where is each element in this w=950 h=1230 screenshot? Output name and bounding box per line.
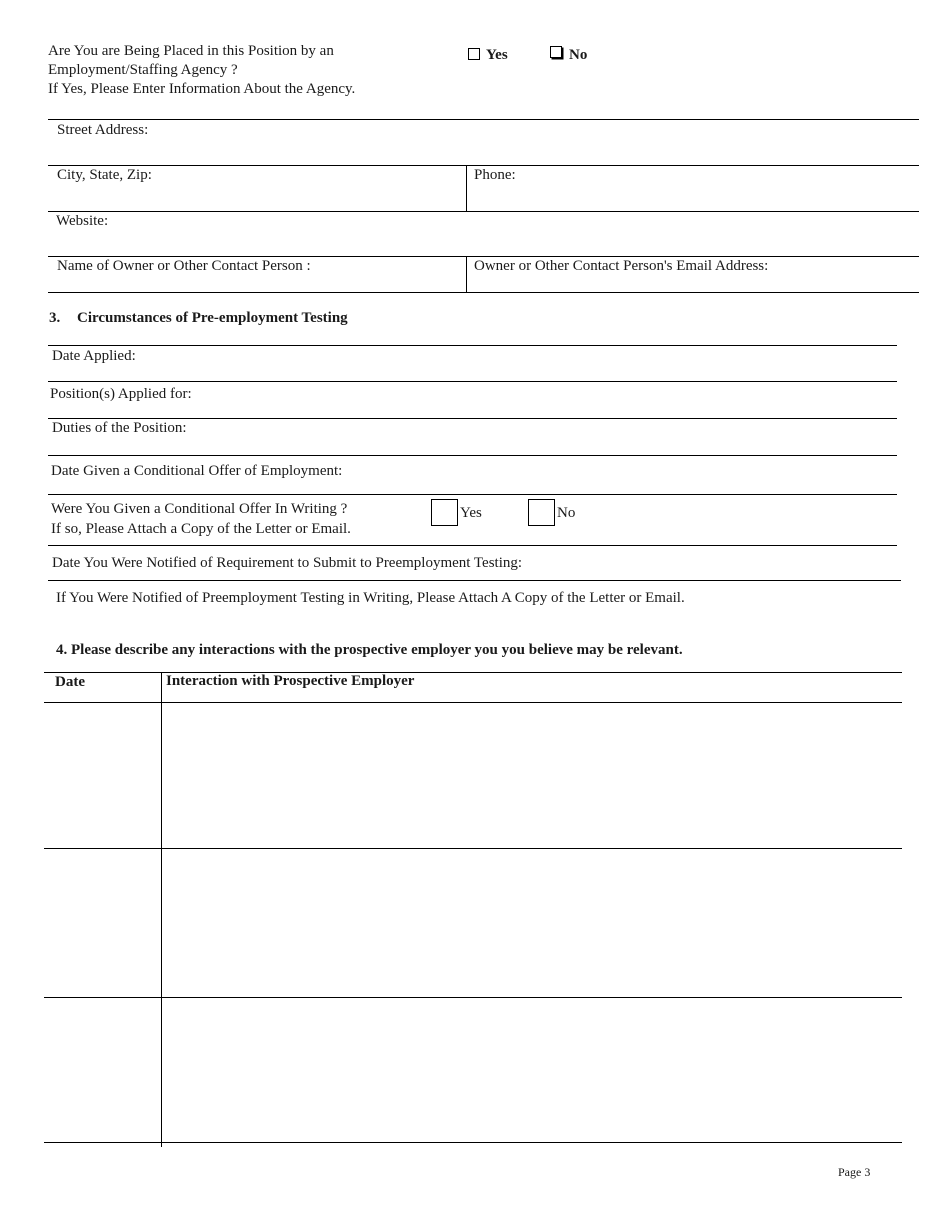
agency-question-line1: Are You are Being Placed in this Position by an xyxy=(48,43,334,59)
page-number: Page 3 xyxy=(838,1165,871,1179)
duties-label: Duties of the Position: xyxy=(52,420,187,436)
positions-label: Position(s) Applied for: xyxy=(50,386,192,402)
section3-number: 3. xyxy=(49,310,61,326)
offer-date-field[interactable] xyxy=(48,457,897,494)
contact-name-label: Name of Owner or Other Contact Person : xyxy=(57,258,311,274)
city-state-zip-label: City, State, Zip: xyxy=(57,167,152,183)
agency-yes-checkbox[interactable] xyxy=(468,48,480,60)
agency-no-checkbox[interactable] xyxy=(550,46,562,58)
table-row3-date-cell[interactable] xyxy=(44,998,160,1142)
positions-field[interactable] xyxy=(48,383,897,418)
offer-yes-label: Yes xyxy=(460,505,482,521)
contact-email-field[interactable] xyxy=(467,257,919,292)
contact-name-field[interactable] xyxy=(48,257,466,292)
duties-field[interactable] xyxy=(48,419,897,455)
agency-question-line2: Employment/Staffing Agency ? xyxy=(48,62,238,78)
offer-yes-checkbox[interactable] xyxy=(431,499,458,526)
date-applied-label: Date Applied: xyxy=(52,348,136,364)
table-header-date: Date xyxy=(55,674,85,690)
table-row3-interaction-cell[interactable] xyxy=(163,998,902,1142)
offer-writing-line1: Were You Given a Conditional Offer In Writing ? xyxy=(51,501,348,517)
notified-date-field[interactable] xyxy=(48,547,901,580)
table-row2-date-cell[interactable] xyxy=(44,849,160,997)
phone-field[interactable] xyxy=(467,166,919,210)
table-header-interaction: Interaction with Prospective Employer xyxy=(166,673,415,689)
contact-email-label: Owner or Other Contact Person's Email Address: xyxy=(474,258,769,274)
section3-title: Circumstances of Pre-employment Testing xyxy=(77,310,348,326)
agency-no-label: No xyxy=(569,47,588,63)
offer-date-label: Date Given a Conditional Offer of Employment: xyxy=(51,463,343,479)
offer-writing-line2: If so, Please Attach a Copy of the Letter or Email. xyxy=(51,521,351,537)
section4-title: 4. Please describe any interactions with the prospective employer you you believe may be relevant. xyxy=(56,642,683,658)
agency-yes-label: Yes xyxy=(486,47,508,63)
website-label: Website: xyxy=(56,213,109,229)
phone-label: Phone: xyxy=(474,167,516,183)
notified-writing-note: If You Were Notified of Preemployment Testing in Writing, Please Attach A Copy of the Letter or Email. xyxy=(56,590,685,606)
city-state-zip-field[interactable] xyxy=(48,166,466,210)
street-address-label: Street Address: xyxy=(57,122,149,138)
website-field[interactable] xyxy=(48,212,919,256)
street-address-field[interactable] xyxy=(48,121,919,165)
date-applied-field[interactable] xyxy=(48,346,897,381)
notified-label: Date You Were Notified of Requirement to Submit to Preemployment Testing: xyxy=(52,555,523,571)
agency-question-line3: If Yes, Please Enter Information About the Agency. xyxy=(48,81,356,97)
table-row1-date-cell[interactable] xyxy=(44,703,160,848)
offer-no-checkbox[interactable] xyxy=(528,499,555,526)
table-row2-interaction-cell[interactable] xyxy=(163,849,902,997)
offer-no-label: No xyxy=(557,505,576,521)
table-row1-interaction-cell[interactable] xyxy=(163,703,902,848)
